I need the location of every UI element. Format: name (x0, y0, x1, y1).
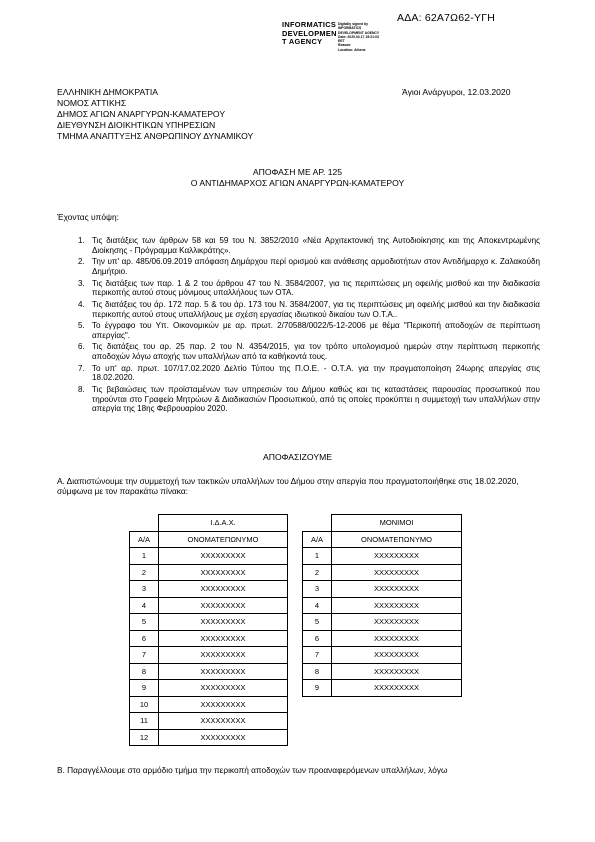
employee-name: ΧΧΧΧΧΧΧΧΧ (159, 597, 288, 614)
employee-name: ΧΧΧΧΧΧΧΧΧ (332, 581, 462, 598)
employee-name: ΧΧΧΧΧΧΧΧΧ (332, 680, 462, 697)
row-number: 9 (130, 680, 159, 697)
row-number: 1 (130, 548, 159, 565)
column-header: Α/Α (303, 531, 332, 548)
list-item: 5. Το έγγραφο του Υπ. Οικονομικών με αρ. πρωτ. 2/70588/0022/5-12-2006 με θέμα "Περικοπή αποδοχών σε περίπτωση απεργίας". (78, 321, 540, 340)
list-item: 1. Τις διατάξεις των άρθρων 58 και 59 του Ν. 3852/2010 «Νέα Αρχιτεκτονική της Αυτοδιοίκησης και της Αποκεντρωμένης Διοίκησης - Πρόγραμμα Καλλικράτης». (78, 236, 540, 255)
list-item: 3. Τις διατάξεις των παρ. 1 & 2 του άρθρου 47 του Ν. 3584/2007, για τις περιπτώσεις μη οφειλής μισθού και την διαδικασία περικοπής αυτού στους μόνιμους υπαλλήλους των ΟΤΑ. (78, 278, 540, 298)
employee-name: ΧΧΧΧΧΧΧΧΧ (159, 581, 288, 598)
stamp-org-name: INFORMATICS DEVELOPMEN T AGENCY (282, 20, 337, 47)
row-number: 4 (130, 597, 159, 614)
digital-signature-stamp (282, 21, 382, 55)
sender-line: ΤΜΗΜΑ ΑΝΑΠΤΥΞΗΣ ΑΝΘΡΩΠΙΝΟΥ ΔΥΝΑΜΙΚΟΥ (57, 131, 254, 141)
sender-line: ΕΛΛΗΝΙΚΗ ΔΗΜΟΚΡΑΤΙΑ (57, 87, 158, 97)
column-header: ΟΝΟΜΑΤΕΠΩΝΥΜΟ (159, 531, 288, 548)
row-number: 5 (303, 614, 332, 631)
table-row (130, 696, 288, 713)
row-number: 4 (303, 597, 332, 614)
table-row (303, 597, 462, 614)
row-number: 6 (130, 630, 159, 647)
we-decide-heading: ΑΠΟΦΑΣΙΖΟΥΜΕ (263, 452, 332, 462)
table-row (303, 614, 462, 631)
employee-name: ΧΧΧΧΧΧΧΧΧ (159, 630, 288, 647)
table-row (303, 564, 462, 581)
row-number: 3 (130, 581, 159, 598)
sender-line: ΝΟΜΟΣ ΑΤΤΙΚΗΣ (57, 98, 127, 108)
sender-line: ΔΗΜΟΣ ΑΓΙΩΝ ΑΝΑΡΓΥΡΩΝ-ΚΑΜΑΤΕΡΟΥ (57, 109, 226, 119)
table-row (130, 663, 288, 680)
employee-name: ΧΧΧΧΧΧΧΧΧ (159, 729, 288, 746)
table-row (130, 647, 288, 664)
table-title-row (130, 515, 288, 532)
table-idax (129, 514, 288, 746)
decision-title: ΑΠΟΦΑΣΗ ΜΕ ΑΡ. 125 Ο ΑΝΤΙΔΗΜΑΡΧΟΣ ΑΓΙΩΝ ΑΝΑΡΓΥΡΩΝ-ΚΑΜΑΤΕΡΟΥ (190, 167, 405, 189)
employee-name: ΧΧΧΧΧΧΧΧΧ (159, 680, 288, 697)
list-item: 2. Την υπ' αρ. 485/06.09.2019 απόφαση Δημάρχου περί ορισμού και ανάθεσης αρμοδιοτήτων στον Αντιδήμαρχο κ. Ζαλακούδη Δημήτριο. (78, 257, 540, 276)
row-number: 7 (303, 647, 332, 664)
employee-name: ΧΧΧΧΧΧΧΧΧ (332, 647, 462, 664)
row-number: 2 (303, 564, 332, 581)
employee-name: ΧΧΧΧΧΧΧΧΧ (159, 696, 288, 713)
list-item: 8. Τις βεβαιώσεις των προϊσταμένων των υπηρεσιών του Δήμου καθώς και τις καταστάσεις παρουσίας προσωπικού που τηρούνται στο Γραφείο Μητρώων & Διαδικασιών Προσωπικού, από τις οποίες προκύπτει η συμμετοχή των υπαλλήλων στην απεργία της 18ης Φεβρουαρίου 2020. (78, 385, 540, 414)
table-row (303, 680, 462, 697)
table-row (130, 597, 288, 614)
table-row (130, 680, 288, 697)
table-row (130, 614, 288, 631)
paragraph-a: Α. Διαπιστώνουμε την συμμετοχή των τακτικών υπαλλήλων του Δήμου στην απεργία που πραγματοποιήθηκε στις 18.02.2020, σύμφωνα με τον παρακάτω πίνακα: (57, 476, 519, 497)
employee-name: ΧΧΧΧΧΧΧΧΧ (159, 564, 288, 581)
table-monimoi (302, 514, 462, 697)
employee-name: ΧΧΧΧΧΧΧΧΧ (332, 548, 462, 565)
table-row (130, 564, 288, 581)
employee-name: ΧΧΧΧΧΧΧΧΧ (332, 663, 462, 680)
employee-name: ΧΧΧΧΧΧΧΧΧ (159, 663, 288, 680)
row-number: 9 (303, 680, 332, 697)
list-item: 4. Τις διατάξεις του άρ. 172 παρ. 5 & του άρ. 173 του Ν. 3584/2007, για τις περιπτώσεις μη οφειλής μισθού και την διαδικασία περικοπής αυτού στους υπαλλήλους με σχέση εργασίας ιδιωτικού δικαίου των Ο.Τ.Α.. (78, 299, 540, 319)
row-number: 8 (303, 663, 332, 680)
table-row (130, 713, 288, 730)
stamp-details: Digitally signed by INFORMATICS DEVELOPMENT AGENCY Date: 2020.03.17 15:21:03 EET Reason: Location: Athens (338, 22, 380, 52)
paragraph-b: Β. Παραγγέλλουμε στο αρμόδιο τμήμα την περικοπή αποδοχών των προαναφερόμενων υπαλλήλων, λόγω (57, 765, 448, 775)
row-number: 1 (303, 548, 332, 565)
table-row (130, 729, 288, 746)
list-item: 7. Το υπ' αρ. πρωτ. 107/17.02.2020 Δελτίο Τύπου της Π.Ο.Ε. - Ο.Τ.Α. για την πραγματοποίηση 24ωρης απεργίας στις 18.02.2020. (78, 363, 540, 383)
row-number: 12 (130, 729, 159, 746)
row-number: 5 (130, 614, 159, 631)
table-row (303, 663, 462, 680)
row-number: 10 (130, 696, 159, 713)
considerations-list (78, 236, 540, 416)
table-row (130, 581, 288, 598)
row-number: 8 (130, 663, 159, 680)
list-item: 6. Τις διατάξεις του αρ. 25 παρ. 2 του Ν. 4354/2015, για τον τρόπο υπολογισμού ημερών στην περίπτωση περικοπής αποδοχών λόγω αποχής των υπαλλήλων από τα καθήκοντά τους. (78, 342, 540, 362)
row-number: 11 (130, 713, 159, 730)
employee-name: ΧΧΧΧΧΧΧΧΧ (332, 597, 462, 614)
table-row (303, 581, 462, 598)
employee-name: ΧΧΧΧΧΧΧΧΧ (332, 614, 462, 631)
sender-line: ΔΙΕΥΘΥΝΣΗ ΔΙΟΙΚΗΤΙΚΩΝ ΥΠΗΡΕΣΙΩΝ (57, 120, 216, 130)
table-header-row (303, 531, 462, 548)
ada-code: ΑΔΑ: 62Α7Ω62-ΥΓΗ (397, 12, 495, 24)
row-number: 6 (303, 630, 332, 647)
row-number: 7 (130, 647, 159, 664)
employee-name: ΧΧΧΧΧΧΧΧΧ (159, 548, 288, 565)
table-row (303, 548, 462, 565)
employee-name: ΧΧΧΧΧΧΧΧΧ (159, 647, 288, 664)
table-header-row (130, 531, 288, 548)
table-title-row (303, 515, 462, 532)
column-header: ΟΝΟΜΑΤΕΠΩΝΥΜΟ (332, 531, 462, 548)
table-row (303, 647, 462, 664)
table-title: Ι.Δ.Α.Χ. (159, 515, 288, 532)
table-row (303, 630, 462, 647)
employee-name: ΧΧΧΧΧΧΧΧΧ (332, 630, 462, 647)
employee-name: ΧΧΧΧΧΧΧΧΧ (159, 713, 288, 730)
column-header: Α/Α (130, 531, 159, 548)
table-row (130, 630, 288, 647)
having-in-mind-label: Έχοντας υπόψη: (57, 212, 119, 222)
document-date: Άγιοι Ανάργυροι, 12.03.2020 (402, 87, 511, 97)
employee-name: ΧΧΧΧΧΧΧΧΧ (332, 564, 462, 581)
employee-name: ΧΧΧΧΧΧΧΧΧ (159, 614, 288, 631)
table-title: ΜΟΝΙΜΟΙ (332, 515, 462, 532)
sender-block (57, 87, 253, 142)
row-number: 2 (130, 564, 159, 581)
row-number: 3 (303, 581, 332, 598)
table-row (130, 548, 288, 565)
